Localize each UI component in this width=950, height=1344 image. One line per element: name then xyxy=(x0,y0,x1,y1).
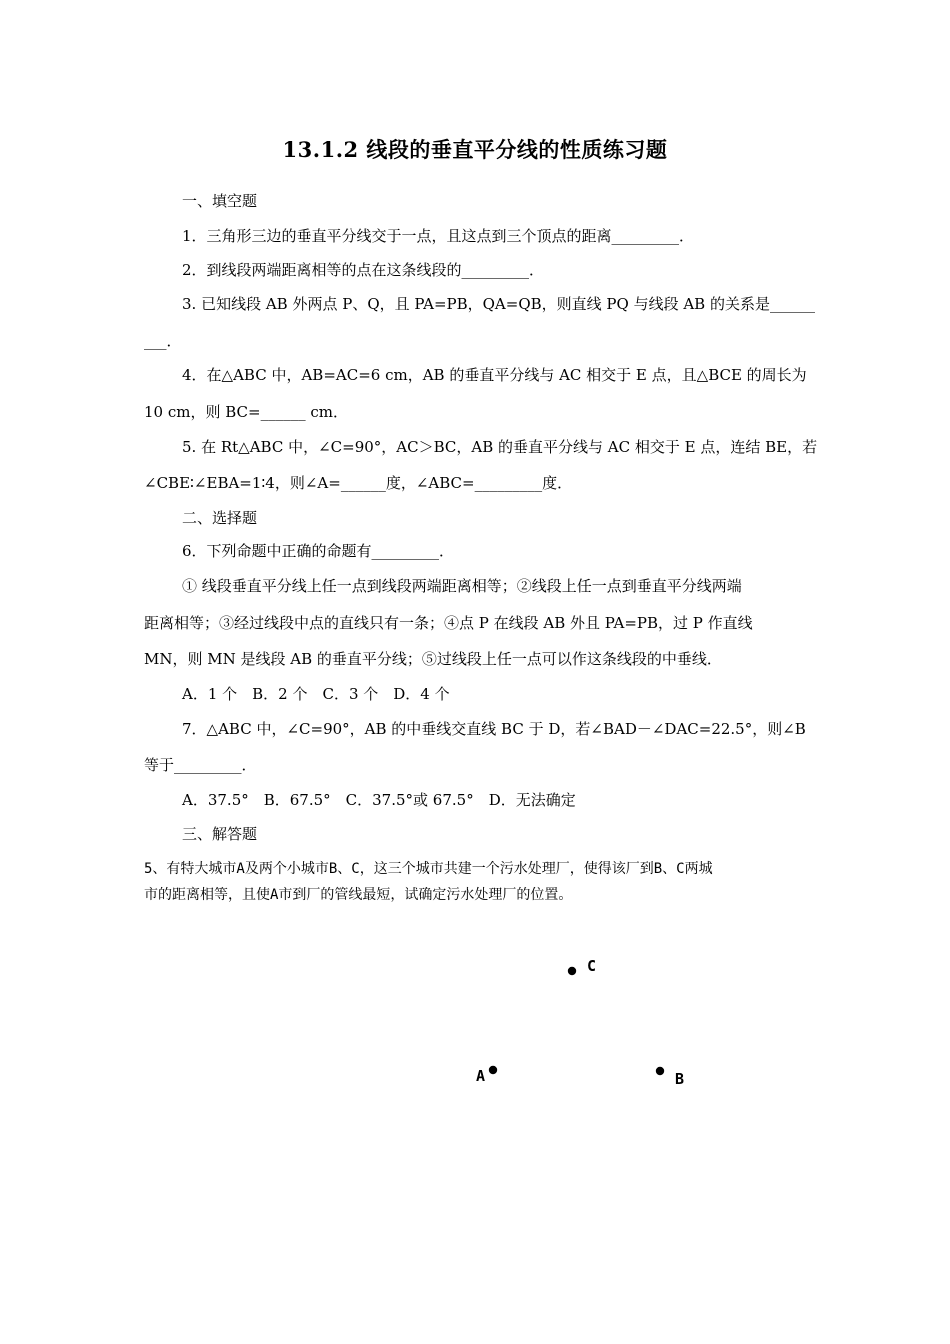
question-6-statement-line-1: ① 线段垂直平分线上任一点到线段两端距离相等；②线段上任一点到垂直平分线两端 xyxy=(182,577,742,595)
question-6-statement-line-3: MN，则 MN 是线段 AB 的垂直平分线；⑤过线段上任一点可以作这条线段的中垂线． xyxy=(144,650,722,668)
question-7-line-1: 7．△ABC 中，∠C=90°，AB 的中垂线交直线 BC 于 D，若∠BAD－∠DAC=22.5°，则∠B xyxy=(182,720,806,738)
label-b: B xyxy=(675,1070,685,1088)
question-7-line-2: 等于_________． xyxy=(144,756,257,774)
question-3-line-2: ___． xyxy=(144,332,182,350)
question-6-options: A．1 个 B．2 个 C．3 个 D．4 个 xyxy=(182,685,450,703)
point-b xyxy=(656,1067,664,1075)
question-4-line-1: 4．在△ABC 中，AB=AC=6 cm，AB 的垂直平分线与 AC 相交于 E 点，且△BCE 的周长为 xyxy=(182,366,807,384)
section-heading-answer: 三、解答题 xyxy=(182,825,258,843)
question-2: 2．到线段两端距离相等的点在这条线段的_________． xyxy=(182,261,545,279)
question-7-options: A．37.5° B．67.5° C．37.5°或 67.5° D．无法确定 xyxy=(182,791,576,809)
point-c xyxy=(568,967,576,975)
question-6: 6．下列命题中正确的命题有_________． xyxy=(182,542,455,560)
section-heading-fill: 一、填空题 xyxy=(182,192,258,210)
question-5-line-1: 5. 在 Rt△ABC 中，∠C=90°，AC＞BC，AB 的垂直平分线与 AC 相交于 E 点，连结 BE，若 xyxy=(182,438,818,456)
question-4-line-2: 10 cm，则 BC=______ cm． xyxy=(144,403,348,421)
label-c: C xyxy=(587,957,597,975)
page-title: 13.1.2 线段的垂直平分线的性质练习题 xyxy=(282,137,668,162)
answer-question-5-line-1: 5、有特大城市A及两个小城市B、C，这三个城市共建一个污水处理厂，使得该厂到B、C两城 xyxy=(144,861,713,877)
section-heading-choice: 二、选择题 xyxy=(182,509,258,527)
answer-question-5-line-2: 市的距离相等，且使A市到厂的管线最短，试确定污水处理厂的位置。 xyxy=(144,887,573,903)
question-6-statement-line-2: 距离相等；③经过线段中点的直线只有一条；④点 P 在线段 AB 外且 PA=PB，过 P 作直线 xyxy=(144,614,753,632)
point-a xyxy=(489,1066,497,1074)
label-a: A xyxy=(476,1067,486,1085)
question-1: 1．三角形三边的垂直平分线交于一点，且这点到三个顶点的距离_________． xyxy=(182,227,695,245)
question-3-line-1: 3. 已知线段 AB 外两点 P、Q，且 PA=PB，QA=QB，则直线 PQ 与线段 AB 的关系是______ xyxy=(182,295,815,313)
question-5-line-2: ∠CBE∶∠EBA=1∶4，则∠A=______度，∠ABC=_________度． xyxy=(144,474,573,492)
